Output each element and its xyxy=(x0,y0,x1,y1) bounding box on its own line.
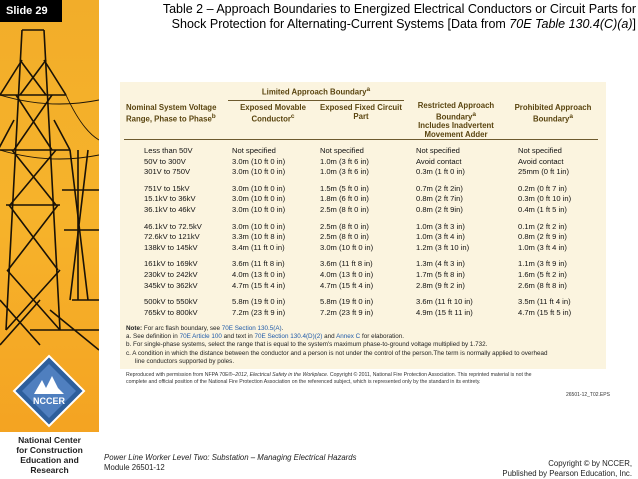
table-cell: Not specified xyxy=(518,146,562,156)
table-cell: 0.1m (2 ft 2 in) xyxy=(518,221,567,231)
table-cell: 0.8m (2 ft 9in) xyxy=(416,205,463,215)
footer-copyright xyxy=(502,459,632,479)
decorative-sidebar xyxy=(0,0,99,478)
table-cell: 0.2m (0 ft 7 in) xyxy=(518,183,567,193)
footer-publisher-line: Published by Pearson Education, Inc. xyxy=(502,469,632,478)
table-cell: 0.8m (2 ft 7in) xyxy=(416,194,463,204)
title-line-2-end: ] xyxy=(632,17,636,31)
table-row xyxy=(124,297,598,308)
approach-boundary-table xyxy=(124,86,598,318)
table-cell: 3.5m (11 ft 4 in) xyxy=(518,297,571,307)
table-cell: Less than 50V xyxy=(144,146,193,156)
table-cell: 5.8m (19 ft 0 in) xyxy=(320,297,374,307)
table-row xyxy=(124,146,598,157)
table-cell: 3.6m (11 ft 8 in) xyxy=(232,259,285,269)
table-cell: 765kV to 800kV xyxy=(144,307,198,317)
title-line-2 xyxy=(150,17,636,32)
table-cell: 1.3m (4 ft 3 in) xyxy=(416,259,465,269)
slide-title xyxy=(150,2,636,32)
table-cell: 3.4m (11 ft 0 in) xyxy=(232,242,285,252)
org-label-line: Research xyxy=(30,465,69,475)
table-cell: 230kV to 242kV xyxy=(144,270,198,280)
table-cell: 72.6kV to 121kV xyxy=(144,232,200,242)
table-cell: 50V to 300V xyxy=(144,156,186,166)
title-line-2-text: Shock Protection for Alternating-Current Systems [Data from xyxy=(171,17,510,31)
table-cell: 4.0m (13 ft 0 in) xyxy=(232,270,286,280)
org-label-line: Education and xyxy=(20,455,79,465)
table-cell: 1.0m (3 ft 4 in) xyxy=(416,232,465,242)
table-row xyxy=(124,232,598,243)
figure-code: 26501-12_T02.EPS xyxy=(566,392,610,398)
slide-number-label: Slide 29 xyxy=(0,0,62,22)
column-header-restricted: Restricted Approach Boundary$^a$ Includes Inadvertent Movement Adder xyxy=(417,100,495,140)
table-cell: 4.7m (15 ft 4 in) xyxy=(320,280,374,290)
table-cell: 7.2m (23 ft 9 in) xyxy=(232,307,286,317)
table-row xyxy=(124,205,598,216)
table-cell: 1.0m (3 ft 6 in) xyxy=(320,156,369,166)
table-cell: 3.0m (10 ft 0 in) xyxy=(232,205,286,215)
table-cell: 138kV to 145kV xyxy=(144,242,198,252)
column-header-movable-conductor: Exposed Movable Conductor$^c$ xyxy=(240,103,306,124)
organization-label xyxy=(0,432,99,478)
table-cell: 4.0m (13 ft 0 in) xyxy=(320,270,374,280)
table-cell: 4.7m (15 ft 5 in) xyxy=(518,307,572,317)
table-row xyxy=(124,308,598,319)
table-row xyxy=(124,222,598,233)
table-cell: 3.0m (10 ft 0 in) xyxy=(320,242,374,252)
table-cell: 2.6m (8 ft 8 in) xyxy=(518,280,567,290)
table-cell: 1.0m (3 ft 3 in) xyxy=(416,221,465,231)
credit-line-2: complete and official position of the National Fire Protection Association on the referenced subject, which is represented only by the standard in its entirety. xyxy=(126,379,481,385)
table-cell: 3.6m (11 ft 8 in) xyxy=(320,259,373,269)
table-cell: 3.3m (10 ft 8 in) xyxy=(232,232,286,242)
table-row xyxy=(124,184,598,195)
table-cell: 0.4m (1 ft 5 in) xyxy=(518,205,567,215)
table-cell: 3.6m (11 ft 10 in) xyxy=(416,297,473,307)
table-cell: 15.1kV to 36kV xyxy=(144,194,196,204)
table-row xyxy=(124,281,598,292)
table-cell: 3.0m (10 ft 0 in) xyxy=(232,167,286,177)
svg-text:NCCER: NCCER xyxy=(32,396,66,406)
table-cell: 1.6m (5 ft 2 in) xyxy=(518,270,567,280)
title-line-1: Table 2 – Approach Boundaries to Energized Electrical Conductors or Circuit Parts for xyxy=(162,2,636,16)
table-cell: 1.8m (6 ft 0 in) xyxy=(320,194,369,204)
table-cell: 1.0m (3 ft 6 in) xyxy=(320,167,369,177)
table-notes xyxy=(126,325,606,366)
table-cell: 2.5m (8 ft 0 in) xyxy=(320,205,369,215)
table-cell: 2.5m (8 ft 0 in) xyxy=(320,221,369,231)
table-cell: 1.0m (3 ft 4 in) xyxy=(518,242,567,252)
title-reference: 70E Table 130.4(C)(a) xyxy=(509,17,633,31)
table-cell: 301V to 750V xyxy=(144,167,191,177)
table-cell: 500kV to 550kV xyxy=(144,297,198,307)
table-cell: Not specified xyxy=(232,146,276,156)
footer-course-info xyxy=(104,453,357,473)
footer-module: Module 26501-12 xyxy=(104,463,165,472)
footer-copyright-line: Copyright © by NCCER, xyxy=(548,459,632,468)
table-cell: 3.0m (10 ft 0 in) xyxy=(232,156,286,166)
table-cell: 1.5m (5 ft 0 in) xyxy=(320,183,369,193)
footer-course-title: Power Line Worker Level Two: Substation – Managing Electrical Hazards xyxy=(104,453,357,462)
table-cell: 161kV to 169kV xyxy=(144,259,198,269)
table-cell: 1.2m (3 ft 10 in) xyxy=(416,242,470,252)
table-row xyxy=(124,194,598,205)
table-cell: Avoid contact xyxy=(518,156,564,166)
table-cell: 0.8m (2 ft 9 in) xyxy=(518,232,567,242)
table-cell: 0.7m (2 ft 2in) xyxy=(416,183,463,193)
footnote-a: a. See definition in 70E Article 100 and text in 70E Section 130.4(D)(2) and Annex C for elaboration. xyxy=(126,333,404,341)
column-header-voltage: Nominal System Voltage Range, Phase to Phase$^b$ xyxy=(126,102,217,124)
table-cell: Avoid contact xyxy=(416,156,462,166)
table-cell: 3.0m (10 ft 0 in) xyxy=(232,221,286,231)
table-cell: 2.5m (8 ft 0 in) xyxy=(320,232,369,242)
org-label-line: National Center xyxy=(18,435,81,445)
table-cell: Not specified xyxy=(320,146,364,156)
table-row xyxy=(124,243,598,254)
table-cell: 46.1kV to 72.5kV xyxy=(144,221,202,231)
column-header-prohibited: Prohibited Approach Boundary$^a$ xyxy=(514,102,592,124)
table-cell: 5.8m (19 ft 0 in) xyxy=(232,297,286,307)
footnote-b: b. For single-phase systems, select the range that is equal to the system's maximum phase-to-ground voltage multiplied by 1.732. xyxy=(126,341,488,349)
table-row xyxy=(124,167,598,178)
permission-credit xyxy=(126,372,606,386)
table-cell: 1.7m (5 ft 8 in) xyxy=(416,270,465,280)
org-label-line: for Construction xyxy=(16,445,83,455)
nccer-logo xyxy=(12,354,86,428)
table-cell: 7.2m (23 ft 9 in) xyxy=(320,307,374,317)
table-cell: 25mm (0 ft 1in) xyxy=(518,167,570,177)
table-cell: 751V to 15kV xyxy=(144,183,190,193)
table-cell: 3.0m (10 ft 0 in) xyxy=(232,194,286,204)
table-cell: 2.8m (9 ft 2 in) xyxy=(416,280,465,290)
credit-line-1: Reproduced with permission from NFPA 70E®–2012, Electrical Safety in the Workplace. Copyright © 2011, National Fire Protection Association. This reprinted material is not the xyxy=(126,372,532,378)
footnote-c: c. A condition in which the distance between the conductor and a person is not under the control of the person.The term is normally applied to overhead xyxy=(126,349,548,357)
table-cell: 4.9m (15 ft 11 in) xyxy=(416,307,473,317)
table-cell: Not specified xyxy=(416,146,460,156)
table-row xyxy=(124,259,598,270)
limited-approach-header: Limited Approach Boundary$^a$ xyxy=(228,86,404,101)
table-cell: 36.1kV to 46kV xyxy=(144,205,196,215)
note-line: Note: For arc flash boundary, see 70E Section 130.5(A). xyxy=(126,325,284,332)
table-cell: 4.7m (15 ft 4 in) xyxy=(232,280,286,290)
table-cell: 0.3m (0 ft 10 in) xyxy=(518,194,572,204)
footnote-c-continued: line conductors supported by poles. xyxy=(135,357,235,365)
table-cell: 1.1m (3 ft 9 in) xyxy=(518,259,567,269)
table-cell: 3.0m (10 ft 0 in) xyxy=(232,183,286,193)
column-header-fixed-circuit-part: Exposed Fixed Circuit Part xyxy=(320,103,402,121)
table-row xyxy=(124,157,598,168)
table-cell: 345kV to 362kV xyxy=(144,280,198,290)
table-row xyxy=(124,270,598,281)
table-cell: 0.3m (1 ft 0 in) xyxy=(416,167,465,177)
